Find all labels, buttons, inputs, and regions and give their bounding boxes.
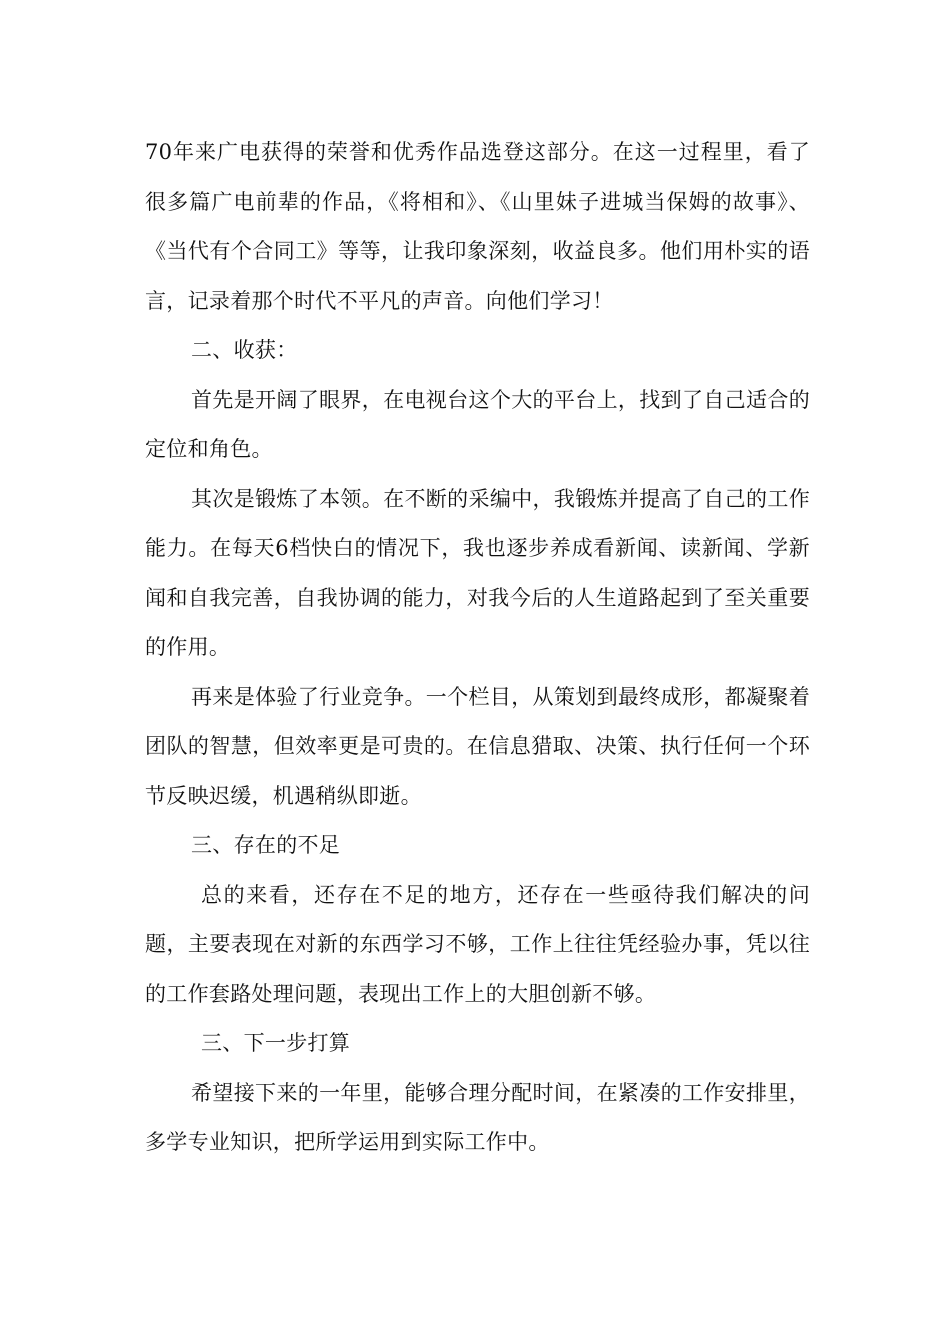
body-paragraph-shortcomings: 总的来看，还存在不足的地方，还存在一些亟待我们解决的问题，主要表现在对新的东西学习不够，工作上往往凭经验办事，凭以往的工作套路处理问题，表现出工作上的大胆创新不够。 [145, 882, 810, 1006]
section-heading-shortcomings: 三、存在的不足 [191, 833, 341, 857]
body-paragraph-honors: 70年来广电获得的荣誉和优秀作品选登这部分。在这一过程里，看了很多篇广电前辈的作品，《将相和》、《山里妹子进城当保姆的故事》、《当代有个合同工》等等，让我印象深刻，收益良多。他们用朴实的语言，记录着那个时代不平凡的声音。向他们学习！ [145, 140, 810, 313]
document-body [145, 128, 810, 1168]
body-paragraph-horizons: 首先是开阔了眼界，在电视台这个大的平台上，找到了自己适合的定位和角色。 [145, 387, 810, 461]
body-paragraph-plan: 希望接下来的一年里，能够合理分配时间，在紧凑的工作安排里，多学专业知识，把所学运用到实际工作中。 [145, 1080, 810, 1154]
body-paragraph-skills: 其次是锻炼了本领。在不断的采编中，我锻炼并提高了自己的工作能力。在每天6档快白的情况下，我也逐步养成看新闻、读新闻、学新闻和自我完善，自我协调的能力，对我今后的人生道路起到了至关重要的作用。 [145, 486, 810, 659]
section-heading-next-step: 三、下一步打算 [201, 1031, 351, 1055]
body-paragraph-competition: 再来是体验了行业竞争。一个栏目，从策划到最终成形，都凝聚着团队的智慧，但效率更是可贵的。在信息猎取、决策、执行任何一个环节反映迟缓，机遇稍纵即逝。 [145, 684, 810, 808]
section-heading-harvest: 二、收获： [191, 338, 298, 362]
